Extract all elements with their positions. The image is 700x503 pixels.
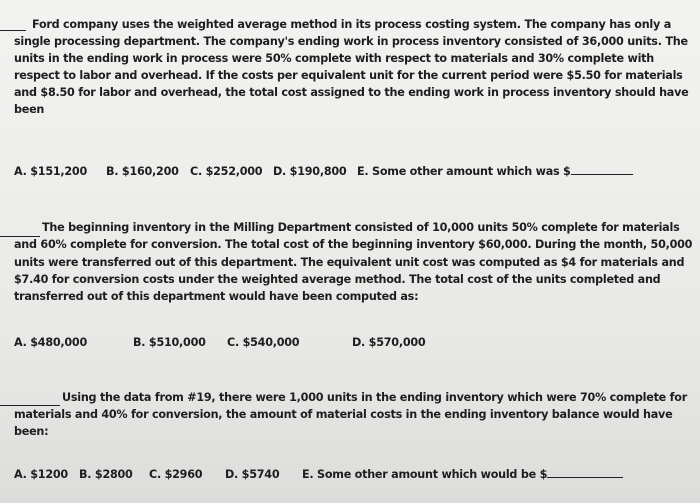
- question-1-text-line: respect to labor and overhead. If the costs per equivalent unit for the current period were $5.50 for materials: [14, 69, 683, 82]
- question-3-option-a: A. $1200: [14, 468, 68, 481]
- question-1-option-e: E. Some other amount which was $: [357, 163, 633, 180]
- question-1-other-amount-blank[interactable]: [571, 174, 633, 175]
- question-1-option-b: B. $160,200: [106, 165, 179, 178]
- question-3-option-d: D. $5740: [225, 468, 280, 481]
- question-1-text-line: single processing department. The company's ending work in process inventory consisted of 36,000 units. The: [14, 35, 688, 48]
- question-3-option-b: B. $2800: [79, 468, 133, 481]
- question-1-option-a: A. $151,200: [14, 165, 88, 178]
- question-1-option-c: C. $252,000: [190, 165, 263, 178]
- question-1-text-line: been: [14, 103, 45, 116]
- question-3-other-amount-blank[interactable]: [547, 477, 623, 478]
- question-2-option-b: B. $510,000: [133, 336, 206, 349]
- question-1-text-line: and $8.50 for labor and overhead, the total cost assigned to the ending work in process inventory should have: [14, 86, 689, 99]
- question-3-text-line: Using the data from #19, there were 1,000 units in the ending inventory which were 70% complete for: [62, 391, 687, 404]
- question-2-text-line: The beginning inventory in the Milling Department consisted of 10,000 units 50% complete for materials: [42, 221, 680, 234]
- question-2-text-line: units were transferred out of this department. The equivalent unit cost was computed as $4 for materials and: [14, 256, 685, 269]
- question-2-option-c: C. $540,000: [227, 336, 300, 349]
- question-3-option-c: C. $2960: [149, 468, 203, 481]
- question-1-text-line: units in the ending work in process were 50% complete with respect to materials and 30% complete with: [14, 52, 654, 65]
- question-3-option-e: E. Some other amount which would be $: [302, 466, 623, 483]
- question-2-text-line: and 60% complete for conversion. The total cost of the beginning inventory $60,000. During the month, 50,000: [14, 238, 693, 251]
- question-2-option-a: A. $480,000: [14, 336, 88, 349]
- question-1-option-d: D. $190,800: [273, 165, 347, 178]
- question-2-text-line: transferred out of this department would have been computed as:: [14, 290, 419, 303]
- question-1-answer-blank[interactable]: [0, 30, 26, 31]
- question-2-text-line: $7.40 for conversion costs under the weighted average method. The total cost of the units completed and: [14, 273, 661, 286]
- question-2-option-d: D. $570,000: [352, 336, 426, 349]
- question-3-text-line: been:: [14, 425, 49, 438]
- question-3-text-line: materials and 40% for conversion, the amount of material costs in the ending inventory balance would have: [14, 408, 673, 421]
- question-1-text-line: Ford company uses the weighted average method in its process costing system. The company has only a: [32, 18, 671, 31]
